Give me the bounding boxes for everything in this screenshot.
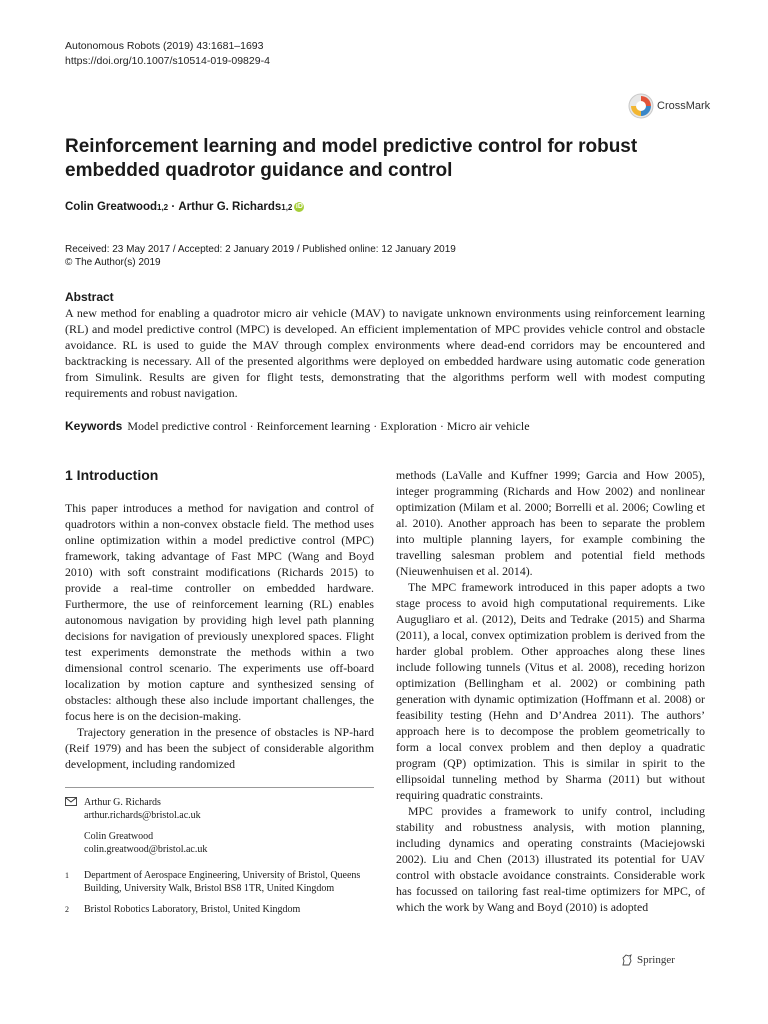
crossmark-icon xyxy=(628,93,654,119)
keywords-list: Model predictive control · Reinforcement learning · Exploration · Micro air vehicle xyxy=(127,419,530,433)
affiliation-text: Department of Aerospace Engineering, University of Bristol, Queens Building, University Walk, Bristol BS8 1TR, United Kingdom xyxy=(84,870,361,894)
affiliation-footnote xyxy=(65,870,374,895)
paragraph: The MPC framework introduced in this paper adopts a two stage process to avoid high computational requirements. Like Augugliaro et al. (2012), Deits and Tedrake (2015) and Sharma (2011), a local, convex optimization problem is derived from the harder global problem. Other approaches along these lines include following tunnels (Vitus et al. 2008), receding horizon optimization (Bellingham et al. 2002) or combining path generation with dynamic optimization (Hoffmann et al. 2008) or feasibility testing (Hehn and D’Andrea 2011). The authors’ approach here is to decompose the problem geometrically to form a local convex problem and then deploy a quadratic program (QP) optimization. This is similar in spirit to the ellipsoidal tunneling method by Sharma (2011) but without requiring quadratic constraints. xyxy=(396,580,705,802)
dates-line: Received: 23 May 2017 / Accepted: 2 January 2019 / Published online: 12 January 2019 xyxy=(65,244,456,255)
affiliation-footnote xyxy=(65,904,374,917)
abstract-heading: Abstract xyxy=(65,290,114,304)
body-column-left xyxy=(65,500,374,772)
paragraph: This paper introduces a method for navigation and control of quadrotors within a non-convex obstacle field. The method uses online optimization within a model predictive control (MPC) framework, taking advantage of Fast MPC (Wang and Boyd 2010) with soft constraint modifications (Richards 2015) to provide a real-time controller on embedded hardware. Furthermore, the use of reinforcement learning (RL) enables autonomous navigation by providing high level path planning decisions for navigation of previously unexplored spaces. Flight test experiments demonstrate the methods within a two dimensional control scenario. The experiments use off-board localization by motion capture and synthesized sensing of obstacles: although these also include important challenges, the focus here is on the decision-making. xyxy=(65,501,374,723)
doi-link[interactable]: https://doi.org/10.1007/s10514-019-09829-4 xyxy=(65,55,270,67)
contact-footnote xyxy=(65,797,374,856)
paragraph: methods (LaValle and Kuffner 1999; Garcia and How 2005), integer programming (Richards and How 2002) and nonlinear optimization (Milam et al. 2000; Borrelli et al. 2006; Cowling et al. 2010). Another approach has been to separate the problem into multiple planning layers, for example combining the travelling salesman problem and potential field methods (Nieuwenhuisen et al. 2014). xyxy=(396,468,705,578)
copyright-line: © The Author(s) 2019 xyxy=(65,257,161,268)
affiliation-sup: 1,2 xyxy=(157,202,169,212)
author-list xyxy=(65,201,304,213)
affiliation-mark: 1 xyxy=(65,871,69,880)
author-name[interactable]: Colin Greatwood xyxy=(65,201,157,213)
contact-email[interactable]: colin.greatwood@bristol.ac.uk xyxy=(84,843,208,855)
affiliation-sup: 1,2 xyxy=(281,202,293,212)
envelope-icon xyxy=(65,797,84,856)
contact-name: Arthur G. Richards xyxy=(84,797,161,808)
body-column-right xyxy=(396,467,705,915)
affiliation-mark: 2 xyxy=(65,905,69,914)
crossmark-label: CrossMark xyxy=(657,100,711,112)
paragraph: Trajectory generation in the presence of obstacles is NP-hard (Reif 1979) and has been the subject of considerable algorithm development, including randomized xyxy=(65,725,374,771)
author-separator: · xyxy=(168,201,179,213)
orcid-icon[interactable]: iD xyxy=(295,203,303,210)
springer-horse-icon xyxy=(620,953,634,967)
keywords xyxy=(65,419,705,434)
journal-citation: Autonomous Robots (2019) 43:1681–1693 xyxy=(65,40,264,52)
section-heading: 1 Introduction xyxy=(65,467,159,483)
publication-dates xyxy=(65,243,456,269)
contact-name: Colin Greatwood xyxy=(84,831,154,842)
article-title: Reinforcement learning and model predictive control for robust embedded quadrotor guidance and control xyxy=(65,136,638,181)
footnotes xyxy=(65,797,374,926)
publisher-name: Springer xyxy=(637,954,675,966)
footnote-divider xyxy=(65,787,374,788)
keywords-label: Keywords xyxy=(65,419,123,433)
affiliation-text: Bristol Robotics Laboratory, Bristol, United Kingdom xyxy=(84,904,301,915)
contact-email[interactable]: arthur.richards@bristol.ac.uk xyxy=(84,809,201,821)
author-name[interactable]: Arthur G. Richards xyxy=(178,201,282,213)
crossmark-badge[interactable] xyxy=(628,92,728,120)
abstract-text: A new method for enabling a quadrotor micro air vehicle (MAV) to navigate unknown environments using reinforcement learning (RL) and model predictive control (MPC) is developed. An efficient implementation of MPC provides vehicle control and obstacle avoidance. RL is used to guide the MAV through complex environments where dead-end corridors may be encountered and backtracking is necessary. All of the presented algorithms were deployed on embedded hardware using automatic code generation from Simulink. Results are given for flight tests, demonstrating that the algorithms perform well with modest computing requirements and robust navigation. xyxy=(65,306,705,400)
publisher-footer xyxy=(620,953,675,967)
paragraph: MPC provides a framework to unify control, including stability and robustness analysis, with motion planning, including dynamics and operating constraints (Maciejowski 2002). Liu and Chen (2013) illustrated its potential for UAV control with obstacle avoidance constraints. Considerable work has focussed on tailoring fast real-time optimizers for MPC, of which the work by Wang and Boyd (2010) is adopted xyxy=(396,804,705,914)
